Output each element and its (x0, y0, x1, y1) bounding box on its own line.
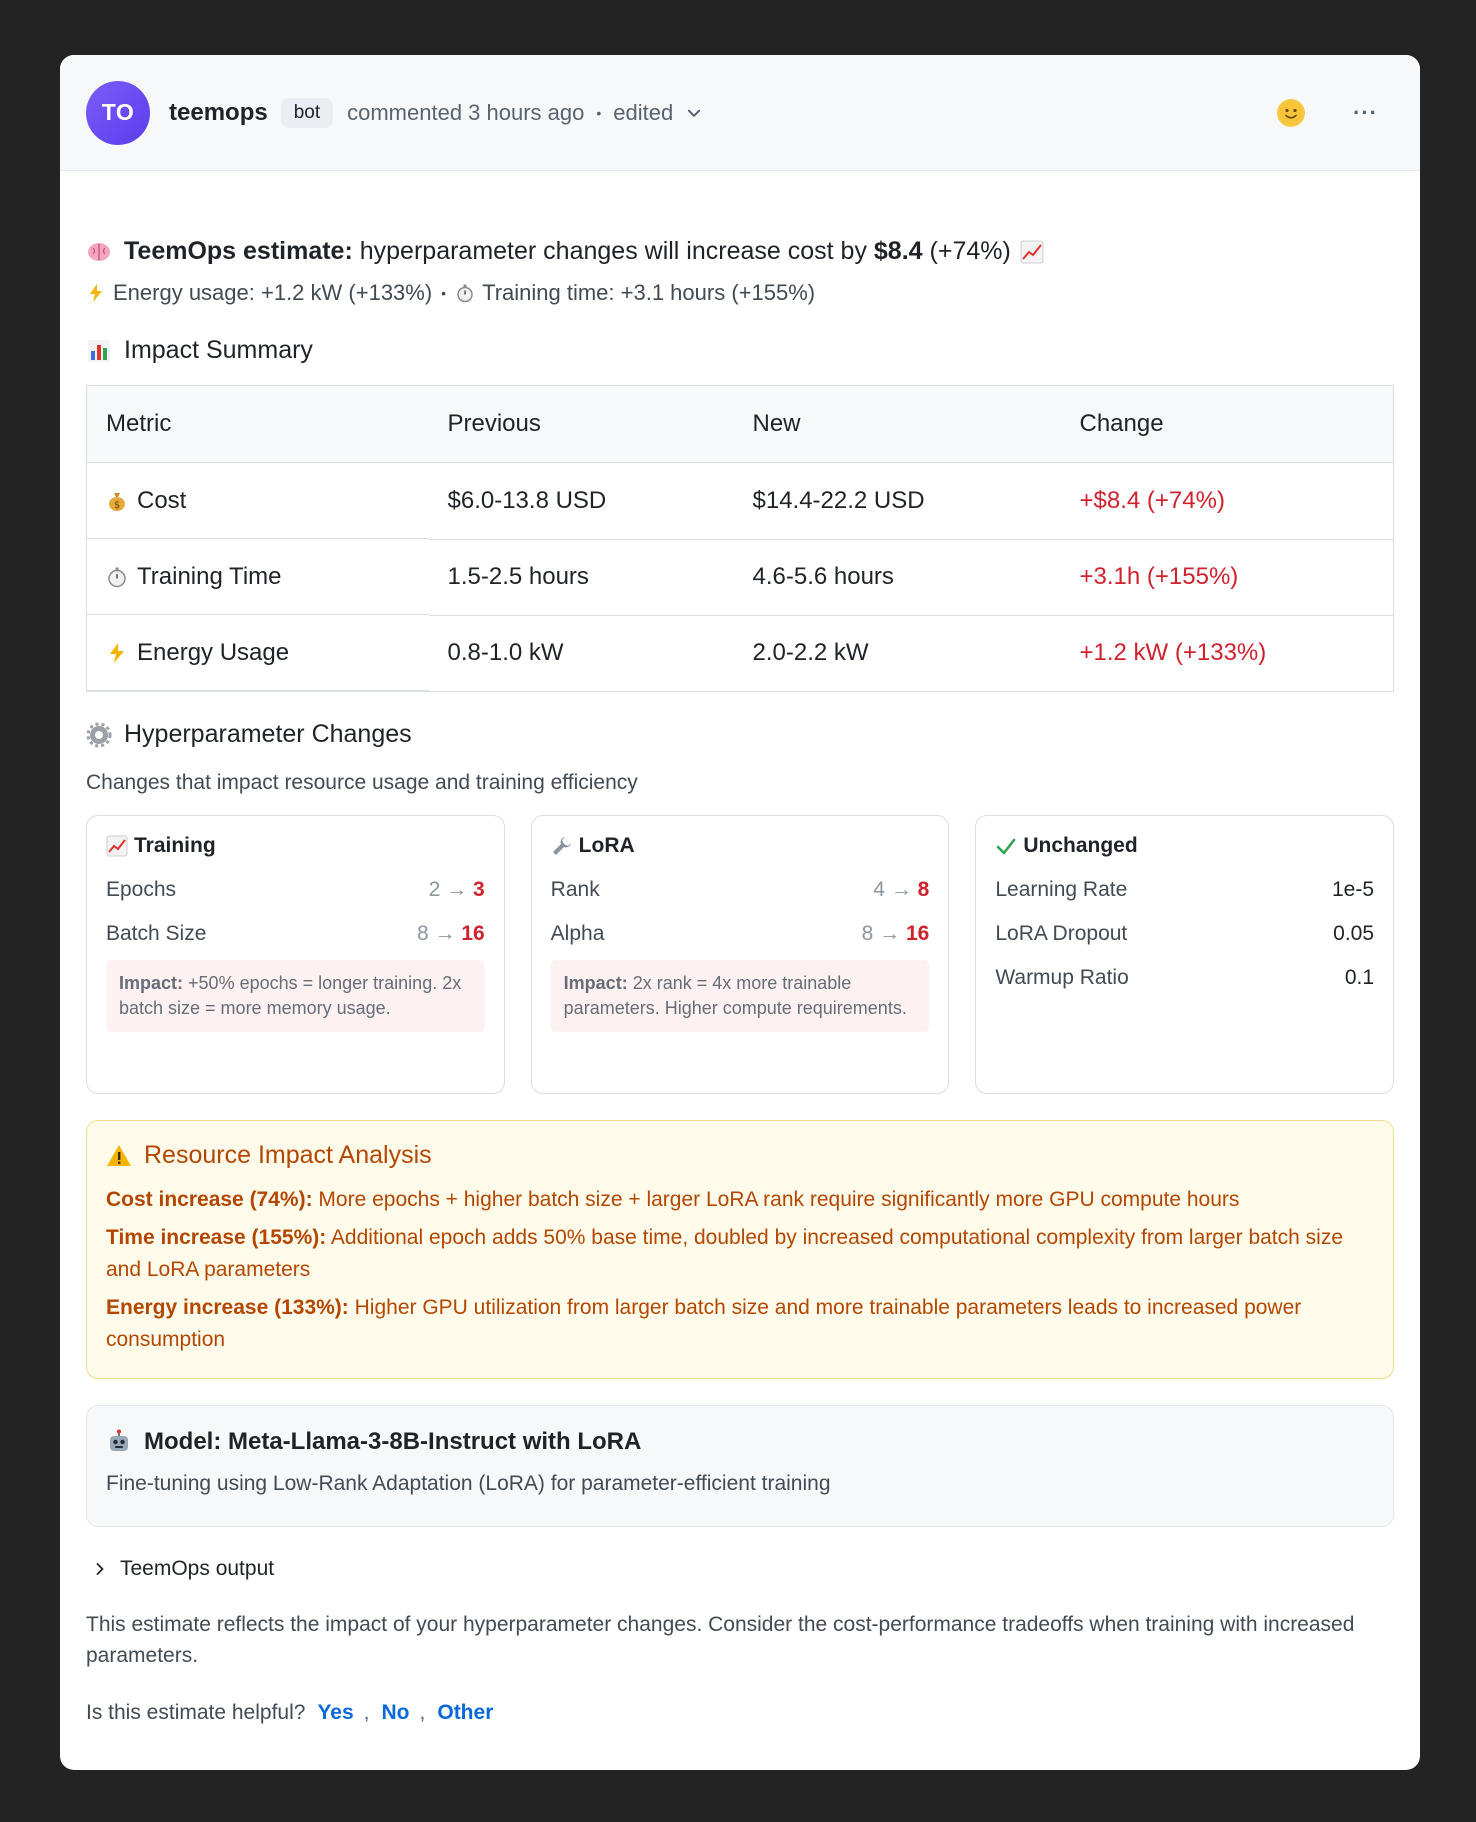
unchanged-card-title (995, 834, 1374, 858)
column-header-previous: Previous (429, 386, 734, 463)
param-name: Epochs (106, 878, 177, 901)
details-label[interactable]: TeemOps output (120, 1557, 275, 1580)
arrow-right-icon: → (434, 922, 456, 945)
chart-increasing-icon (106, 835, 128, 857)
impact-label: Impact: (563, 973, 628, 993)
feedback-question: Is this estimate helpful? (86, 1701, 306, 1724)
new-cell: 4.6-5.6 hours (734, 539, 1061, 615)
lightning-icon (86, 283, 106, 303)
card-title-label: Training (134, 834, 216, 857)
param-row-rank (551, 878, 930, 902)
brain-icon (86, 239, 112, 265)
more-options-icon[interactable]: ··· (1353, 100, 1378, 125)
impact-label: Impact: (119, 973, 184, 993)
estimate-headline (86, 237, 1394, 266)
param-name: Learning Rate (995, 878, 1128, 901)
stopwatch-icon (106, 566, 128, 588)
separator-dot: • (596, 104, 602, 121)
author-name[interactable]: teemops (169, 98, 268, 126)
comment-card (60, 55, 1420, 1770)
model-heading (106, 1428, 1374, 1456)
change-cell: +1.2 kW (+133%) (1061, 615, 1394, 692)
previous-cell: $6.0-13.8 USD (429, 463, 734, 540)
analysis-label: Time increase (155%): (106, 1226, 327, 1249)
analysis-text: Higher GPU utilization from larger batch size and more trainable parameters leads to increased power consumption (106, 1296, 1302, 1351)
header-actions (1277, 55, 1378, 171)
table-row (87, 539, 1394, 615)
estimate-label: TeemOps estimate: (124, 237, 353, 265)
param-change (873, 878, 929, 902)
param-change (862, 922, 930, 946)
comment-header (60, 55, 1420, 171)
feedback-row (86, 1701, 1394, 1725)
warning-icon (106, 1143, 132, 1169)
edited-label[interactable]: edited (613, 99, 674, 125)
new-cell: 2.0-2.2 kW (734, 615, 1061, 692)
stopwatch-icon (455, 283, 475, 303)
impact-text: +50% epochs = longer training. 2x batch size = more memory usage. (119, 973, 462, 1018)
analysis-text: Additional epoch adds 50% base time, doubled by increased computational complexity from larger batch size and LoRA parameters (106, 1226, 1343, 1281)
param-row-epochs (106, 878, 485, 902)
arrow-right-icon: → (446, 878, 468, 901)
feedback-other-link[interactable]: Other (437, 1701, 494, 1724)
hyperparameter-heading (86, 720, 1394, 749)
feedback-separator: , (419, 1701, 426, 1724)
table-row (87, 463, 1394, 540)
new-value: 3 (472, 878, 485, 901)
wrench-icon (551, 835, 573, 857)
chevron-down-icon[interactable] (685, 104, 703, 122)
old-value: 8 (861, 922, 874, 945)
metric-label: Cost (137, 486, 187, 514)
unchanged-card (975, 815, 1394, 1094)
analysis-title: Resource Impact Analysis (144, 1141, 432, 1169)
estimate-amount: $8.4 (873, 237, 923, 265)
analysis-label: Cost increase (74%): (106, 1188, 313, 1211)
impact-text: 2x rank = 4x more trainable parameters. Higher compute requirements. (563, 973, 907, 1018)
feedback-no-link[interactable]: No (381, 1701, 410, 1724)
new-value: 16 (905, 922, 930, 945)
arrow-right-icon: → (879, 922, 901, 945)
card-title-label: LoRA (578, 834, 635, 857)
metric-cell (87, 539, 429, 615)
param-name: Warmup Ratio (995, 966, 1129, 989)
separator-dot: • (441, 285, 447, 301)
training-impact-note (106, 960, 485, 1032)
analysis-text: More epochs + higher batch size + larger LoRA rank require significantly more GPU compute hours (318, 1188, 1240, 1211)
resource-impact-analysis (86, 1120, 1394, 1379)
avatar[interactable]: TO (86, 81, 150, 145)
column-header-new: New (734, 386, 1061, 463)
old-value: 2 (428, 878, 441, 901)
chevron-right-icon[interactable] (92, 1561, 108, 1577)
model-title: Model: Meta-Llama-3-8B-Instruct with LoRA (144, 1428, 642, 1455)
feedback-yes-link[interactable]: Yes (317, 1701, 354, 1724)
metric-label: Training Time (137, 562, 282, 590)
lora-card (531, 815, 950, 1094)
metric-cell (87, 615, 429, 691)
bar-chart-icon (86, 338, 112, 364)
param-row-learning-rate (995, 878, 1374, 902)
analysis-heading (106, 1141, 1374, 1170)
training-card-title (106, 834, 485, 858)
impact-summary-table (86, 385, 1394, 692)
energy-summary: Energy usage: +1.2 kW (+133%) (113, 280, 433, 305)
comment-meta (347, 100, 703, 126)
gear-icon (86, 722, 112, 748)
hyperparameter-description: Changes that impact resource usage and training efficiency (86, 771, 638, 794)
impact-summary-title: Impact Summary (124, 336, 313, 364)
card-title-label: Unchanged (1023, 834, 1138, 857)
param-value: 0.1 (1344, 966, 1375, 989)
time-summary: Training time: +3.1 hours (+155%) (482, 280, 816, 305)
analysis-item-cost (106, 1184, 1374, 1216)
previous-cell: 0.8-1.0 kW (429, 615, 734, 692)
feedback-separator: , (363, 1701, 370, 1724)
metric-label: Energy Usage (137, 638, 290, 666)
param-row-warmup-ratio (995, 966, 1374, 990)
chart-increasing-icon (1019, 239, 1045, 265)
column-header-metric: Metric (87, 386, 429, 463)
analysis-item-time (106, 1222, 1374, 1286)
hyperparameter-cards (86, 815, 1394, 1094)
teemops-output-toggle[interactable] (86, 1557, 1394, 1581)
analysis-item-energy (106, 1292, 1374, 1356)
column-header-change: Change (1061, 386, 1394, 463)
param-change (429, 878, 485, 902)
param-value: 0.05 (1333, 922, 1375, 945)
param-name: LoRA Dropout (995, 922, 1128, 945)
param-row-lora-dropout (995, 922, 1374, 946)
lightning-icon (106, 642, 128, 664)
lora-card-title (551, 834, 930, 858)
old-value: 8 (416, 922, 429, 945)
estimate-percent: (+74%) (929, 237, 1011, 265)
hyperparameter-title: Hyperparameter Changes (124, 720, 412, 748)
previous-cell: 1.5-2.5 hours (429, 539, 734, 615)
param-row-alpha (551, 922, 930, 946)
comment-body (60, 237, 1420, 1725)
lora-impact-note (551, 960, 930, 1032)
change-cell: +3.1h (+155%) (1061, 539, 1394, 615)
arrow-right-icon: → (890, 878, 912, 901)
model-description: Fine-tuning using Low-Rank Adaptation (LoRA) for parameter-efficient training (106, 1472, 831, 1495)
param-change (417, 922, 485, 946)
param-name: Rank (550, 878, 600, 901)
checkmark-icon (995, 835, 1017, 857)
param-value: 1e-5 (1331, 878, 1375, 901)
model-info-box (86, 1405, 1394, 1527)
metric-cell (87, 463, 429, 539)
money-bag-icon (106, 490, 128, 512)
old-value: 4 (873, 878, 885, 901)
bot-badge: bot (281, 98, 333, 128)
new-cell: $14.4-22.2 USD (734, 463, 1061, 540)
param-row-batch-size (106, 922, 485, 946)
comment-timestamp[interactable]: commented 3 hours ago (347, 99, 585, 125)
change-cell: +$8.4 (+74%) (1061, 463, 1394, 540)
table-row (87, 615, 1394, 692)
new-value: 16 (461, 922, 485, 945)
param-name: Batch Size (106, 922, 207, 945)
new-value: 8 (917, 878, 930, 901)
training-card (86, 815, 505, 1094)
closing-text: This estimate reflects the impact of your hyperparameter changes. Consider the cost-performance tradeoffs when training with increased parameters. (86, 1613, 1355, 1667)
param-name: Alpha (550, 922, 605, 945)
svg-text:$: $ (113, 499, 121, 511)
impact-summary-heading (86, 336, 1394, 365)
analysis-label: Energy increase (133%): (106, 1296, 349, 1319)
estimate-subline (86, 280, 1394, 306)
estimate-text: hyperparameter changes will increase cost by (359, 237, 867, 265)
robot-icon (106, 1429, 132, 1455)
table-header-row (87, 386, 1394, 463)
add-reaction-smiley-icon[interactable] (1277, 99, 1305, 127)
